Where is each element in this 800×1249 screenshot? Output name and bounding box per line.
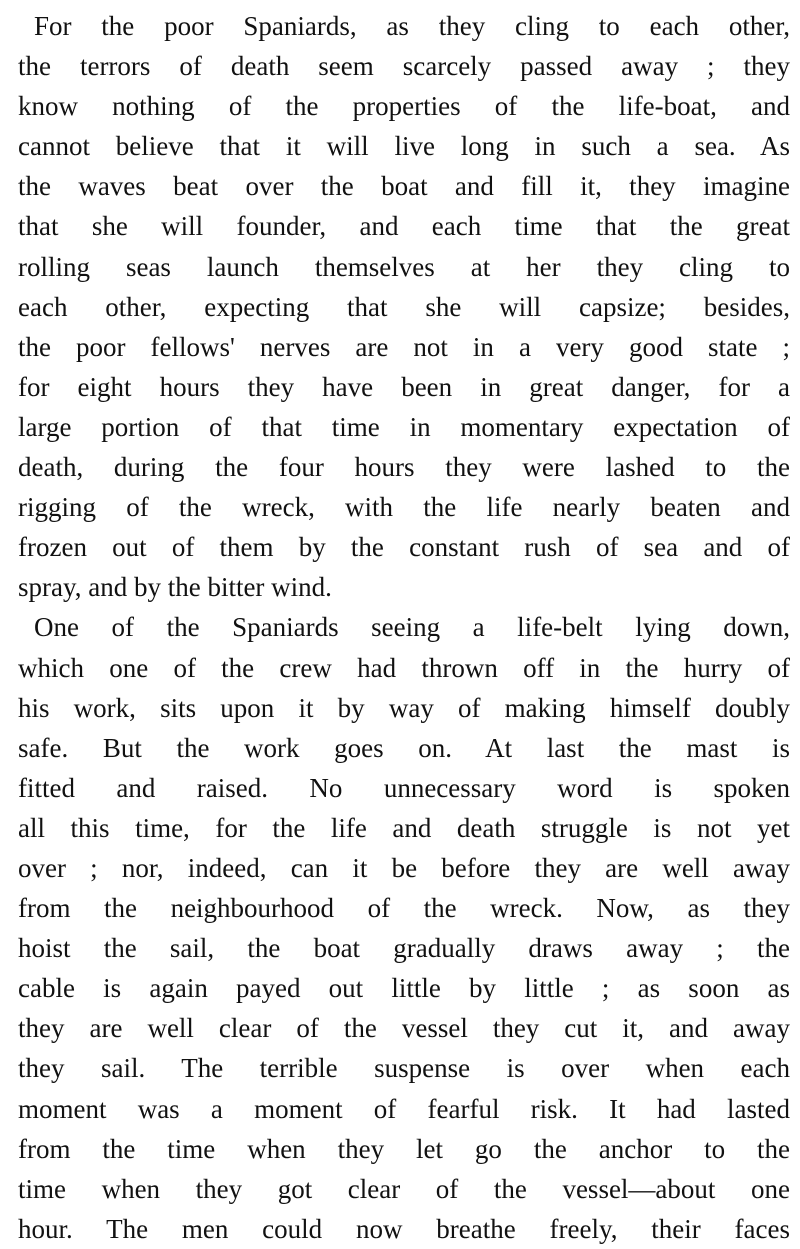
paragraph-1 bbox=[18, 6, 790, 607]
text-line: his work, sits upon it by way of making himself doubly bbox=[18, 692, 790, 723]
text-line: from the time when they let go the anchor to the bbox=[18, 1133, 790, 1164]
text-line: they are well clear of the vessel they cut it, and away bbox=[18, 1013, 790, 1044]
text-line: each other, expecting that she will capsize; besides, bbox=[18, 291, 790, 322]
text-line: know nothing of the properties of the life-boat, and bbox=[18, 91, 790, 122]
text-line: that she will founder, and each time that the great bbox=[18, 211, 790, 242]
text-line: cannot believe that it will live long in such a sea. As bbox=[18, 131, 790, 162]
text-line: for eight hours they have been in great danger, for a bbox=[18, 371, 790, 402]
text-line: large portion of that time in momentary expectation of bbox=[18, 411, 790, 442]
paragraph-2 bbox=[18, 607, 790, 1249]
text-line: they sail. The terrible suspense is over when each bbox=[18, 1053, 790, 1084]
text-line: over ; nor, indeed, can it be before they are well away bbox=[18, 852, 790, 883]
text-line: hoist the sail, the boat gradually draws away ; the bbox=[18, 933, 790, 964]
text-line: the poor fellows' nerves are not in a very good state ; bbox=[18, 331, 790, 362]
text-line: safe. But the work goes on. At last the mast is bbox=[18, 732, 790, 763]
text-line: cable is again payed out little by little ; as soon as bbox=[18, 973, 790, 1004]
text-line: which one of the crew had thrown off in the hurry of bbox=[18, 652, 790, 683]
text-line: the terrors of death seem scarcely passed away ; they bbox=[18, 51, 790, 82]
text-line: moment was a moment of fearful risk. It had lasted bbox=[18, 1093, 790, 1124]
text-line: all this time, for the life and death struggle is not yet bbox=[18, 812, 790, 843]
text-line: death, during the four hours they were lashed to the bbox=[18, 452, 790, 483]
text-line: rigging of the wreck, with the life nearly beaten and bbox=[18, 492, 790, 523]
text-line: the waves beat over the boat and fill it, they imagine bbox=[18, 171, 790, 202]
text-line: spray, and by the bitter wind. bbox=[18, 572, 332, 603]
text-line: frozen out of them by the constant rush of sea and of bbox=[18, 532, 790, 563]
text-line: One of the Spaniards seeing a life-belt lying down, bbox=[34, 612, 790, 643]
text-line: hour. The men could now breathe freely, their faces bbox=[18, 1213, 790, 1244]
text-line: time when they got clear of the vessel—about one bbox=[18, 1173, 790, 1204]
text-line: from the neighbourhood of the wreck. Now, as they bbox=[18, 893, 790, 924]
text-line: For the poor Spaniards, as they cling to each other, bbox=[34, 11, 790, 41]
text-line: fitted and raised. No unnecessary word is spoken bbox=[18, 772, 790, 803]
text-line: rolling seas launch themselves at her they cling to bbox=[18, 251, 790, 282]
book-page bbox=[18, 6, 790, 1249]
